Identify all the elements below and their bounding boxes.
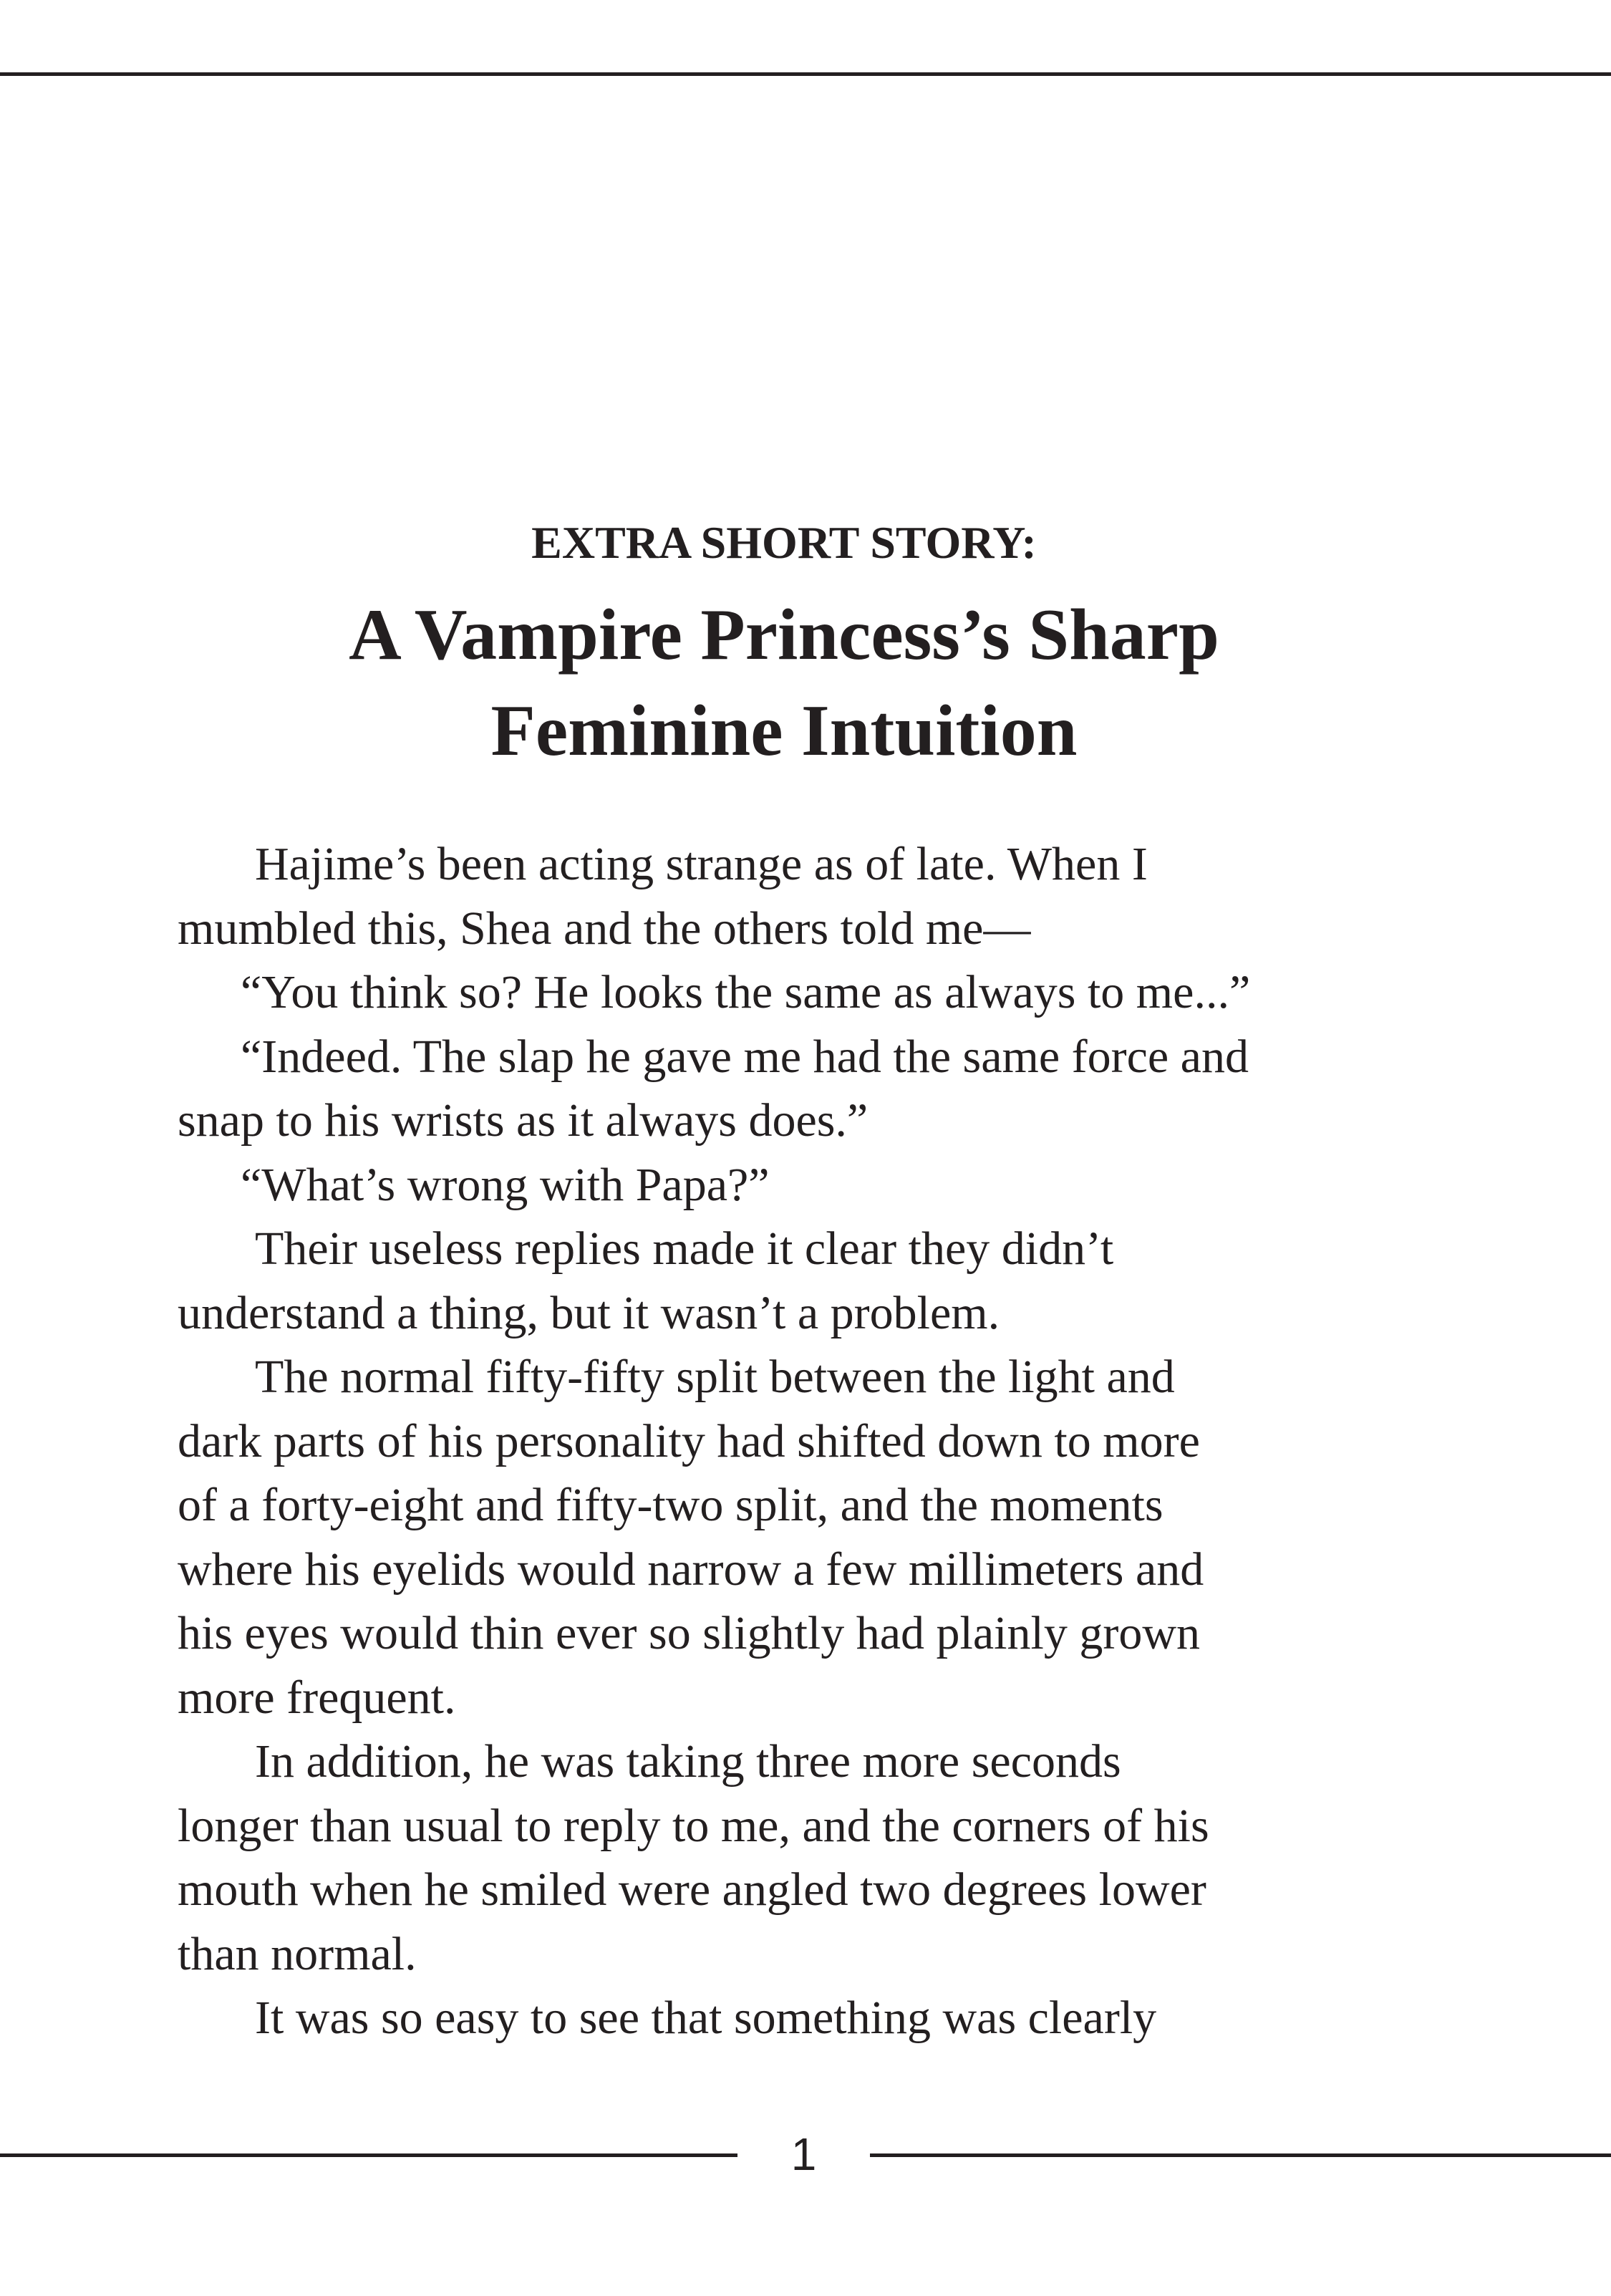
story-title xyxy=(0,587,1568,779)
body-line: Their useless replies made it clear they didn’t xyxy=(255,1222,1114,1275)
body-line: dark parts of his personality had shifted down to more xyxy=(178,1414,1200,1467)
body-line: “What’s wrong with Papa?” xyxy=(241,1158,770,1211)
story-title-line: A Vampire Princess’s Sharp xyxy=(349,594,1219,675)
body-line: understand a thing, but it wasn’t a problem. xyxy=(178,1286,1000,1339)
body-line: more frequent. xyxy=(178,1671,456,1724)
body-line: mumbled this, Shea and the others told me— xyxy=(178,902,1031,955)
body-line: It was so easy to see that something was clearly xyxy=(255,1992,1157,2044)
body-line: where his eyelids would narrow a few millimeters and xyxy=(178,1543,1204,1596)
footer-rule-left xyxy=(0,2153,737,2157)
body-line: his eyes would thin ever so slightly had plainly grown xyxy=(178,1607,1200,1659)
body-line: mouth when he smiled were angled two degrees lower xyxy=(178,1863,1206,1916)
story-title-line: Feminine Intuition xyxy=(490,690,1078,771)
body-line: “Indeed. The slap he gave me had the same force and xyxy=(241,1030,1249,1083)
body-line: snap to his wrists as it always does.” xyxy=(178,1094,869,1147)
body-line: than normal. xyxy=(178,1927,417,1980)
footer-rule-right xyxy=(870,2153,1611,2157)
page-number: 1 xyxy=(790,2128,817,2180)
body-line: of a forty-eight and fifty-two split, and the moments xyxy=(178,1479,1164,1531)
body-line: Hajime’s been acting strange as of late. When I xyxy=(255,838,1148,890)
body-line: “You think so? He looks the same as always to me...” xyxy=(241,966,1251,1018)
body-line: longer than usual to reply to me, and the corners of his xyxy=(178,1799,1209,1852)
story-body xyxy=(178,832,1438,2050)
body-line: In addition, he was taking three more seconds xyxy=(255,1735,1121,1788)
top-rule xyxy=(0,72,1611,76)
story-kicker: EXTRA SHORT STORY: xyxy=(531,517,1037,568)
body-line: The normal fifty-fifty split between the light and xyxy=(255,1351,1175,1403)
